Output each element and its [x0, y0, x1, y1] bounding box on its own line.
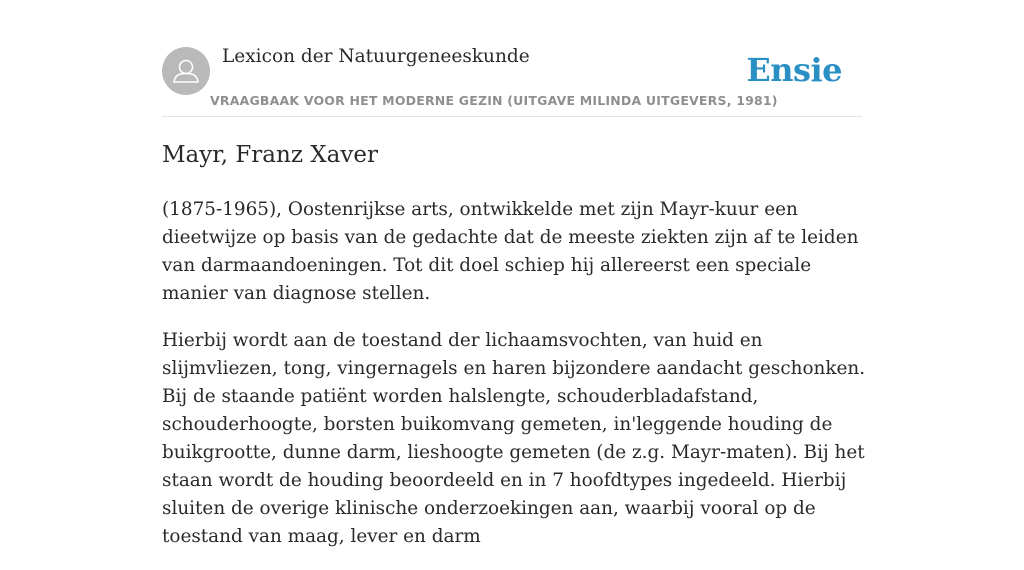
source-subtitle: VRAAGBAAK VOOR HET MODERNE GEZIN (UITGAVE MILINDA UITGEVERS, 1981): [210, 93, 778, 108]
ensie-logo[interactable]: Ensie: [746, 51, 842, 89]
article-paragraph-2: Hierbij wordt aan de toestand der lichaamsvochten, van huid en slijmvliezen, tong, vingernagels en haren bijzondere aandacht geschonken. Bij de staande patiënt worden halslengte, schouderbladafstand, schouderhoogte, borsten buikomvang gemeten, in'leggende houding de buikgrootte, dunne darm, lieshoogte gemeten (de z.g. Mayr-maten). Bij het staan wordt de houding beoordeeld en in 7 hoofdtypes ingedeeld. Hierbij sluiten de overige klinische onderzoekingen aan, waarbij vooral op de toestand van maag, lever en darm: [162, 330, 866, 547]
article: [162, 140, 868, 570]
user-icon: [162, 47, 210, 95]
source-title-link[interactable]: Lexicon der Natuurgeneeskunde: [222, 46, 530, 67]
entry-title: Mayr, Franz Xaver: [162, 142, 378, 168]
source-header: [162, 0, 862, 117]
article-paragraph-1: (1875-1965), Oostenrijkse arts, ontwikkelde met zijn Mayr-kuur een dieetwijze op basis van de gedachte dat de meeste ziekten zijn af te leiden van darmaandoeningen. Tot dit doel schiep hij allereerst een speciale manier van diagnose stellen.: [162, 199, 859, 304]
